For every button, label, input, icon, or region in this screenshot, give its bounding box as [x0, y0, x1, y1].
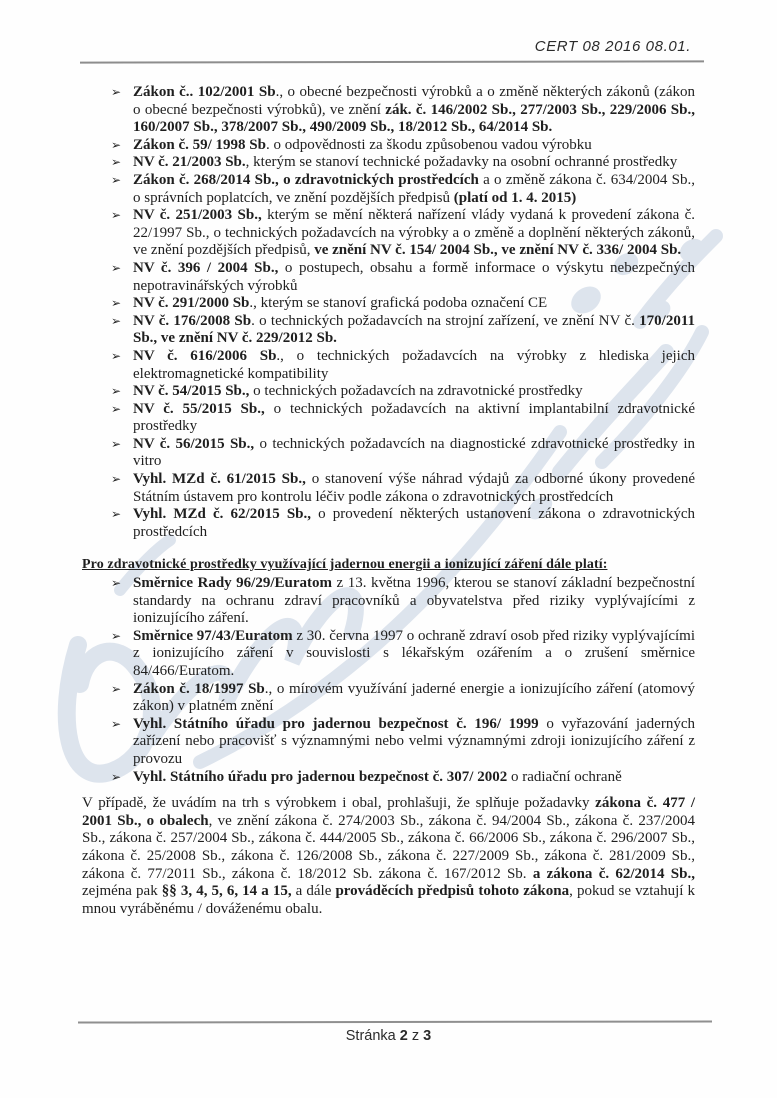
- bold-text-run: zák. č. 146/2002 Sb., 277/2003 Sb., 229/2006 Sb., 160/2007 Sb., 378/2007 Sb., 490/2009 Sb., 18/2012 Sb., 64/2014 Sb.: [133, 101, 695, 136]
- text-run: ., kterým se stanoví grafická podoba označení CE: [249, 295, 548, 312]
- arrow-bullet-icon: ➢: [111, 507, 122, 522]
- arrow-bullet-icon: ➢: [111, 172, 122, 187]
- bold-text-run: Zákon č.. 102/2001 Sb: [133, 84, 276, 100]
- page-number-current: 2: [399, 1028, 408, 1044]
- arrow-bullet-icon: ➢: [111, 260, 122, 275]
- regulation-list-item: [82, 260, 695, 295]
- arrow-bullet-icon: ➢: [111, 296, 122, 311]
- text-run: o vyřazování jaderných zařízení nebo pracovišť s významnými nebo velmi významnými zdroji ionizujícího záření z provozu: [133, 715, 695, 767]
- bold-text-run: NV č. 396 / 2004 Sb.,: [133, 259, 279, 276]
- bold-text-run: Vyhl. Státního úřadu pro jadernou bezpečnost č. 196/ 1999: [133, 715, 539, 732]
- arrow-bullet-icon: ➢: [111, 137, 122, 152]
- page-number-separator: z: [411, 1028, 420, 1044]
- regulation-list-item: [82, 383, 695, 401]
- text-run: zejména pak: [82, 883, 162, 900]
- regulation-list-item: [82, 436, 695, 471]
- text-run: V případě, že uvádím na trh s výrobkem i obal, prohlašuji, že splňuje požadavky: [82, 795, 596, 812]
- arrow-bullet-icon: ➢: [111, 681, 122, 696]
- page-number: [0, 1028, 777, 1044]
- regulation-text: [133, 716, 695, 769]
- arrow-bullet-icon: ➢: [111, 769, 122, 784]
- regulation-list-item: [82, 348, 695, 383]
- regulation-list-nuclear: [82, 575, 695, 786]
- bold-text-run: zákona č. 477 / 2001 Sb., o obalech: [82, 795, 695, 829]
- bold-text-run: NV č. 176/2008 Sb: [133, 312, 252, 329]
- bold-text-run: NV č. 616/2006 Sb: [133, 347, 277, 364]
- bold-text-run: Zákon č. 268/2014 Sb., o zdravotnických prostředcích: [133, 171, 479, 188]
- text-run: o technických požadavcích na zdravotnické prostředky: [249, 383, 583, 400]
- text-run: o technických požadavcích na diagnostické zdravotnické prostředky in vitro: [133, 435, 695, 470]
- regulation-list-item: [82, 172, 695, 207]
- text-run: , ve znění zákona č. 274/2003 Sb., zákona č. 94/2004 Sb., zákona č. 237/2004 Sb., zákona č. 257/2004 Sb., zákona č. 444/2005 Sb., zákona č. 66/2006 Sb., zákona č. 296/2007 Sb., zákona č. 25/2008 Sb., zákona č. 126/2008 Sb., zákona č. 227/2009 Sb., zákona č. 281/2009 Sb., zákona č. 77/2011 Sb., zákona č. 18/2012 Sb. zákona č. 167/2012 Sb.: [82, 812, 695, 882]
- regulation-list-item: [82, 137, 695, 155]
- arrow-bullet-icon: ➢: [111, 401, 122, 416]
- regulation-list-item: [82, 207, 695, 260]
- bold-text-run: NV č. 56/2015 Sb.,: [133, 435, 255, 452]
- bold-text-run: Vyhl. MZd č. 62/2015 Sb.,: [133, 506, 312, 523]
- text-run: a o změně zákona č. 634/2004 Sb., o správních poplatcích, ve znění pozdějších předpisů: [133, 171, 695, 206]
- regulation-list-item: [82, 681, 695, 716]
- regulation-list-item: [82, 769, 695, 787]
- regulation-text: [133, 575, 695, 628]
- text-run: . o technických požadavcích na strojní zařízení, ve znění NV č.: [251, 312, 640, 329]
- text-run: kterým se mění některá nařízení vlády vydaná k provedení zákona č. 22/1997 Sb., o technických požadavcích na výrobky a o změně a doplnění některých zákonů, ve znění pozdějších předpisů,: [133, 207, 695, 259]
- document-code: CERT 08 2016 08.01.: [534, 38, 691, 55]
- text-run: z 30. června 1997 o ochraně zdraví osob před riziky vyplývajícími z ionizujícího záření v souvislosti s lékařským ozářením a o zrušení směrnice 84/466/Euratom.: [133, 627, 696, 679]
- bold-text-run: NV č. 21/2003 Sb.: [133, 154, 246, 171]
- bold-text-run: Směrnice Rady 96/29/Euratom: [133, 575, 333, 592]
- regulation-text: [133, 313, 695, 348]
- bold-text-run: NV č. 251/2003 Sb.,: [133, 207, 262, 224]
- arrow-bullet-icon: ➢: [111, 436, 122, 451]
- bold-text-run: 170/2011 Sb., ve znění NV č. 229/2012 Sb.: [133, 312, 696, 347]
- arrow-bullet-icon: ➢: [111, 85, 122, 99]
- bold-text-run: Směrnice 97/43/Euratom: [133, 627, 293, 644]
- arrow-bullet-icon: ➢: [111, 628, 122, 643]
- regulation-list-item: [82, 716, 695, 769]
- bold-text-run: prováděcích předpisů tohoto zákona: [335, 883, 570, 900]
- header-rule: [80, 60, 704, 63]
- document-body: [82, 84, 695, 918]
- text-run: ., o obecné bezpečnosti výrobků a o změně některých zákonů (zákon o obecné bezpečnosti výrobků), ve znění: [133, 84, 695, 118]
- text-run: , kterým se stanoví technické požadavky na osobní ochranné prostředky: [245, 154, 678, 171]
- text-run: z 13. května 1996, kterou se stanoví základní bezpečnostní standardy na ochranu zdraví pracovníků a obyvatelstva před riziky vyplývajícími z ionizujícího záření.: [133, 575, 696, 627]
- text-run: o postupech, obsahu a formě informace o výskytu nebezpečných nepotravinářských výrobků: [133, 259, 695, 294]
- arrow-bullet-icon: ➢: [111, 716, 122, 731]
- regulation-text: [133, 260, 695, 295]
- regulation-list-item: [82, 154, 695, 172]
- regulation-list-general: [82, 84, 695, 541]
- text-run: . o odpovědnosti za škodu způsobenou vadou výrobku: [265, 136, 592, 153]
- regulation-list-item: [82, 506, 695, 541]
- regulation-text: [133, 154, 695, 172]
- bold-text-run: ve znění NV č. 154/ 2004 Sb., ve znění NV č. 336/ 2004 Sb.: [314, 242, 682, 259]
- nuclear-section-heading: Pro zdravotnické prostředky využívající jadernou energii a ionizující záření dále platí:: [82, 557, 608, 573]
- bold-text-run: Vyhl. MZd č. 61/2015 Sb.,: [133, 471, 306, 488]
- arrow-bullet-icon: ➢: [111, 348, 122, 363]
- text-run: o stanovení výše náhrad výdajů za odborné úkony provedené Státním ústavem pro kontrolu léčiv podle zákona o zdravotnických prostředcích: [133, 471, 695, 505]
- bold-text-run: Vyhl. Státního úřadu pro jadernou bezpečnost č. 307/ 2002: [133, 768, 508, 785]
- regulation-list-item: [82, 401, 695, 436]
- regulation-list-item: [82, 84, 695, 137]
- arrow-bullet-icon: ➢: [111, 208, 122, 223]
- bold-text-run: Zákon č. 59/ 1998 Sb: [133, 136, 266, 153]
- regulation-text: [133, 172, 695, 207]
- bold-text-run: (platí od 1. 4. 2015): [453, 189, 577, 206]
- regulation-text: [133, 295, 695, 313]
- regulation-list-item: [82, 628, 695, 681]
- text-run: a dále: [291, 883, 336, 900]
- bold-text-run: NV č. 291/2000 Sb: [133, 295, 250, 312]
- text-run: ., o technických požadavcích na výrobky z hlediska jejich elektromagnetické kompatibility: [133, 347, 695, 382]
- arrow-bullet-icon: ➢: [111, 576, 122, 591]
- regulation-text: [133, 401, 695, 436]
- regulation-text: [133, 506, 695, 541]
- regulation-text: [133, 207, 695, 260]
- regulation-text: [133, 383, 695, 401]
- text-run: , pokud se vztahují k mnou vyráběnému / dováženému obalu.: [82, 883, 695, 917]
- arrow-bullet-icon: ➢: [111, 472, 122, 487]
- text-run: o radiační ochraně: [507, 768, 622, 785]
- bold-text-run: §§ 3, 4, 5, 6, 14 a 15,: [161, 883, 292, 900]
- regulation-text: [133, 348, 695, 383]
- bold-text-run: Zákon č. 18/1997 Sb: [133, 680, 265, 697]
- arrow-bullet-icon: ➢: [111, 155, 122, 170]
- footer-rule: [78, 1020, 712, 1023]
- bold-text-run: NV č. 55/2015 Sb.,: [133, 400, 265, 417]
- page-number-label: Stránka: [345, 1028, 396, 1044]
- regulation-list-item: [82, 295, 695, 313]
- regulation-text: [133, 471, 695, 506]
- regulation-list-item: [82, 575, 695, 628]
- text-run: o provedení některých ustanovení zákona o zdravotnických prostředcích: [133, 506, 695, 540]
- regulation-text: [133, 769, 695, 787]
- text-run: o technických požadavcích na aktivní implantabilní zdravotnické prostředky: [133, 400, 695, 435]
- regulation-text: [133, 436, 695, 471]
- text-run: ., o mírovém využívání jaderné energie a ionizujícího záření (atomový zákon) v platném znění: [133, 680, 695, 715]
- arrow-bullet-icon: ➢: [111, 384, 122, 399]
- bold-text-run: a zákona č. 62/2014 Sb.,: [532, 865, 695, 882]
- regulation-list-item: [82, 471, 695, 506]
- packaging-declaration-paragraph: [82, 795, 695, 918]
- regulation-list-item: [82, 313, 695, 348]
- regulation-text: [133, 84, 695, 137]
- regulation-text: [133, 681, 695, 716]
- bold-text-run: NV č. 54/2015 Sb.,: [133, 383, 250, 400]
- regulation-text: [133, 628, 695, 681]
- arrow-bullet-icon: ➢: [111, 313, 122, 328]
- page-number-total: 3: [423, 1028, 432, 1044]
- regulation-text: [133, 137, 695, 155]
